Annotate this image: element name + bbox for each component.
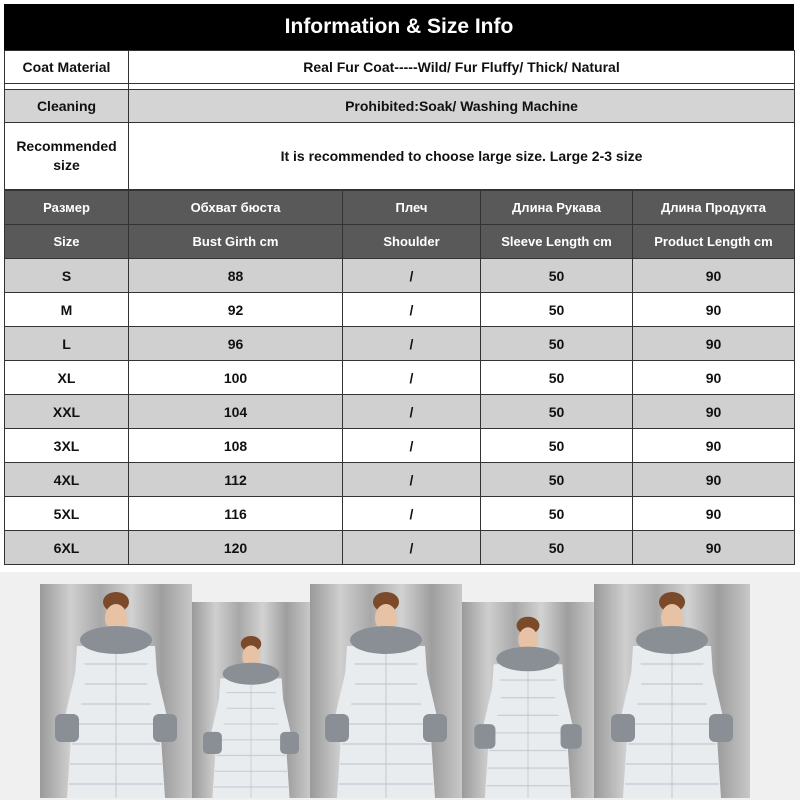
column-header: Длина Продукта <box>633 191 795 225</box>
size-cell: 6XL <box>5 531 129 565</box>
measure-cell: 116 <box>129 497 343 531</box>
coat-photo <box>40 584 192 798</box>
info-table <box>4 50 795 190</box>
table-row <box>5 395 795 429</box>
measure-cell: 90 <box>633 327 795 361</box>
measure-cell: 90 <box>633 429 795 463</box>
measure-cell: 50 <box>481 259 633 293</box>
size-cell: XL <box>5 361 129 395</box>
measure-cell: / <box>343 463 481 497</box>
coat-photo <box>462 602 594 798</box>
measure-cell: 90 <box>633 395 795 429</box>
measure-cell: / <box>343 497 481 531</box>
size-cell: 4XL <box>5 463 129 497</box>
measure-cell: 88 <box>129 259 343 293</box>
column-header: Обхват бюста <box>129 191 343 225</box>
size-cell: 3XL <box>5 429 129 463</box>
coat-photo <box>594 584 750 798</box>
size-table <box>4 190 795 565</box>
measure-cell: 90 <box>633 463 795 497</box>
size-cell: S <box>5 259 129 293</box>
measure-cell: 50 <box>481 531 633 565</box>
measure-cell: 50 <box>481 293 633 327</box>
table-row <box>5 259 795 293</box>
measure-cell: 112 <box>129 463 343 497</box>
measure-cell: 50 <box>481 429 633 463</box>
measure-cell: 96 <box>129 327 343 361</box>
info-value-cleaning: Prohibited:Soak/ Washing Machine <box>129 90 795 123</box>
size-cell: M <box>5 293 129 327</box>
column-header: Плеч <box>343 191 481 225</box>
table-row <box>5 497 795 531</box>
product-photo-strip <box>0 572 800 800</box>
column-header: Длина Рукава <box>481 191 633 225</box>
measure-cell: / <box>343 327 481 361</box>
measure-cell: 50 <box>481 497 633 531</box>
measure-cell: 90 <box>633 293 795 327</box>
table-row <box>5 429 795 463</box>
model-in-fur-coat <box>462 602 594 798</box>
measure-cell: / <box>343 531 481 565</box>
measure-cell: 100 <box>129 361 343 395</box>
column-header: Product Length cm <box>633 225 795 259</box>
column-header: Size <box>5 225 129 259</box>
info-label-recommended: Recommended size <box>5 123 129 190</box>
measure-cell: 90 <box>633 259 795 293</box>
size-cell: XXL <box>5 395 129 429</box>
table-row <box>5 361 795 395</box>
info-label-material: Coat Material <box>5 51 129 84</box>
measure-cell: / <box>343 259 481 293</box>
info-label-cleaning: Cleaning <box>5 90 129 123</box>
measure-cell: 108 <box>129 429 343 463</box>
column-header: Bust Girth cm <box>129 225 343 259</box>
table-row <box>5 463 795 497</box>
column-header: Sleeve Length cm <box>481 225 633 259</box>
measure-cell: 50 <box>481 327 633 361</box>
measure-cell: / <box>343 361 481 395</box>
info-value-recommended: It is recommended to choose large size. Large 2-3 size <box>129 123 795 190</box>
column-header: Shoulder <box>343 225 481 259</box>
measure-cell: / <box>343 395 481 429</box>
model-in-fur-coat <box>310 584 462 798</box>
model-in-fur-coat <box>594 584 750 798</box>
table-row <box>5 293 795 327</box>
size-info-sheet <box>4 4 794 565</box>
measure-cell: 90 <box>633 497 795 531</box>
measure-cell: 50 <box>481 395 633 429</box>
table-row <box>5 327 795 361</box>
measure-cell: 104 <box>129 395 343 429</box>
page-title: Information & Size Info <box>4 4 794 50</box>
coat-photo <box>192 602 310 798</box>
measure-cell: / <box>343 429 481 463</box>
table-row <box>5 531 795 565</box>
measure-cell: 120 <box>129 531 343 565</box>
model-in-fur-coat <box>40 584 192 798</box>
measure-cell: 92 <box>129 293 343 327</box>
column-header: Размер <box>5 191 129 225</box>
measure-cell: 90 <box>633 531 795 565</box>
coat-photo <box>310 584 462 798</box>
measure-cell: 50 <box>481 361 633 395</box>
model-in-fur-coat <box>192 602 310 798</box>
measure-cell: / <box>343 293 481 327</box>
size-cell: 5XL <box>5 497 129 531</box>
measure-cell: 90 <box>633 361 795 395</box>
size-cell: L <box>5 327 129 361</box>
measure-cell: 50 <box>481 463 633 497</box>
info-value-material: Real Fur Coat-----Wild/ Fur Fluffy/ Thick/ Natural <box>129 51 795 84</box>
